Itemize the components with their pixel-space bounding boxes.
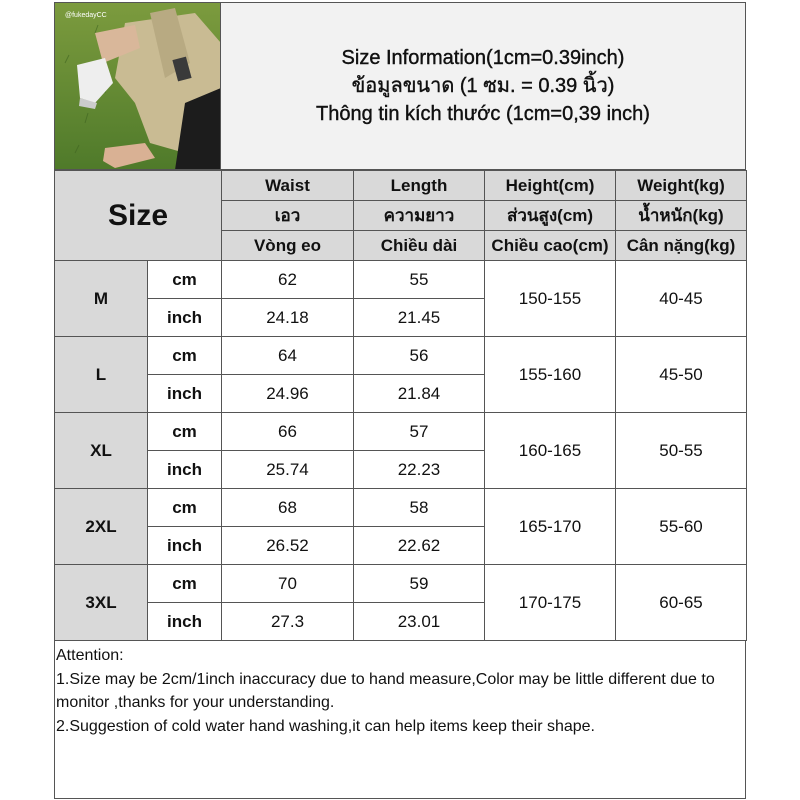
title-english: Size Information(1cm=0.39inch) xyxy=(341,47,625,69)
header-height-en: Height(cm) xyxy=(485,171,616,201)
size-table xyxy=(54,170,747,641)
waist-inch: 26.52 xyxy=(222,527,354,565)
table-row xyxy=(55,261,747,299)
unit-inch: inch xyxy=(148,527,222,565)
waist-cm: 62 xyxy=(222,261,354,299)
product-photo xyxy=(55,3,221,170)
length-inch: 23.01 xyxy=(354,603,485,641)
length-inch: 22.23 xyxy=(354,451,485,489)
waist-inch: 27.3 xyxy=(222,603,354,641)
height-range: 160-165 xyxy=(485,413,616,489)
note-measurement: 1.Size may be 2cm/1inch inaccuracy due to hand measure,Color may be little different due to monitor ,thanks for your understanding. xyxy=(56,670,715,711)
header-waist-vi: Vòng eo xyxy=(222,231,354,261)
waist-cm: 70 xyxy=(222,565,354,603)
waist-cm: 66 xyxy=(222,413,354,451)
title-thai: ข้อมูลขนาด (1 ซม. = 0.39 นิ้ว) xyxy=(351,75,615,97)
size-info-title xyxy=(221,3,745,170)
header-height-th: ส่วนสูง(cm) xyxy=(485,201,616,231)
size-label: 3XL xyxy=(55,565,148,641)
length-cm: 56 xyxy=(354,337,485,375)
attention-notes xyxy=(56,644,744,738)
waist-inch: 24.18 xyxy=(222,299,354,337)
header-weight-en: Weight(kg) xyxy=(616,171,747,201)
unit-inch: inch xyxy=(148,299,222,337)
unit-cm: cm xyxy=(148,489,222,527)
header-length-vi: Chiều dài xyxy=(354,231,485,261)
unit-inch: inch xyxy=(148,603,222,641)
unit-inch: inch xyxy=(148,375,222,413)
table-row xyxy=(55,337,747,375)
unit-cm: cm xyxy=(148,413,222,451)
product-photo-image xyxy=(55,3,221,170)
weight-range: 55-60 xyxy=(616,489,747,565)
length-cm: 58 xyxy=(354,489,485,527)
header-waist-th: เอว xyxy=(222,201,354,231)
length-cm: 57 xyxy=(354,413,485,451)
size-label: 2XL xyxy=(55,489,148,565)
length-cm: 59 xyxy=(354,565,485,603)
header-height-vi: Chiều cao(cm) xyxy=(485,231,616,261)
length-inch: 22.62 xyxy=(354,527,485,565)
waist-inch: 24.96 xyxy=(222,375,354,413)
header-length-en: Length xyxy=(354,171,485,201)
weight-range: 50-55 xyxy=(616,413,747,489)
table-row xyxy=(55,565,747,603)
size-label: M xyxy=(55,261,148,337)
photo-watermark: @fukedayCC xyxy=(65,12,107,19)
unit-cm: cm xyxy=(148,565,222,603)
unit-cm: cm xyxy=(148,261,222,299)
header-waist-en: Waist xyxy=(222,171,354,201)
size-label: L xyxy=(55,337,148,413)
header-weight-th: น้ำหนัก(kg) xyxy=(616,201,747,231)
title-vietnamese: Thông tin kích thước (1cm=0,39 inch) xyxy=(316,103,650,125)
waist-inch: 25.74 xyxy=(222,451,354,489)
length-inch: 21.84 xyxy=(354,375,485,413)
height-range: 150-155 xyxy=(485,261,616,337)
weight-range: 40-45 xyxy=(616,261,747,337)
waist-cm: 68 xyxy=(222,489,354,527)
table-row xyxy=(55,489,747,527)
notes-heading: Attention: xyxy=(56,647,124,664)
waist-cm: 64 xyxy=(222,337,354,375)
height-range: 170-175 xyxy=(485,565,616,641)
header-length-th: ความยาว xyxy=(354,201,485,231)
table-row xyxy=(55,413,747,451)
height-range: 165-170 xyxy=(485,489,616,565)
size-column-header: Size xyxy=(55,171,222,261)
length-cm: 55 xyxy=(354,261,485,299)
weight-range: 45-50 xyxy=(616,337,747,413)
height-range: 155-160 xyxy=(485,337,616,413)
weight-range: 60-65 xyxy=(616,565,747,641)
length-inch: 21.45 xyxy=(354,299,485,337)
size-label: XL xyxy=(55,413,148,489)
note-washing: 2.Suggestion of cold water hand washing,it can help items keep their shape. xyxy=(56,717,595,735)
unit-cm: cm xyxy=(148,337,222,375)
header-weight-vi: Cân nặng(kg) xyxy=(616,231,747,261)
unit-inch: inch xyxy=(148,451,222,489)
